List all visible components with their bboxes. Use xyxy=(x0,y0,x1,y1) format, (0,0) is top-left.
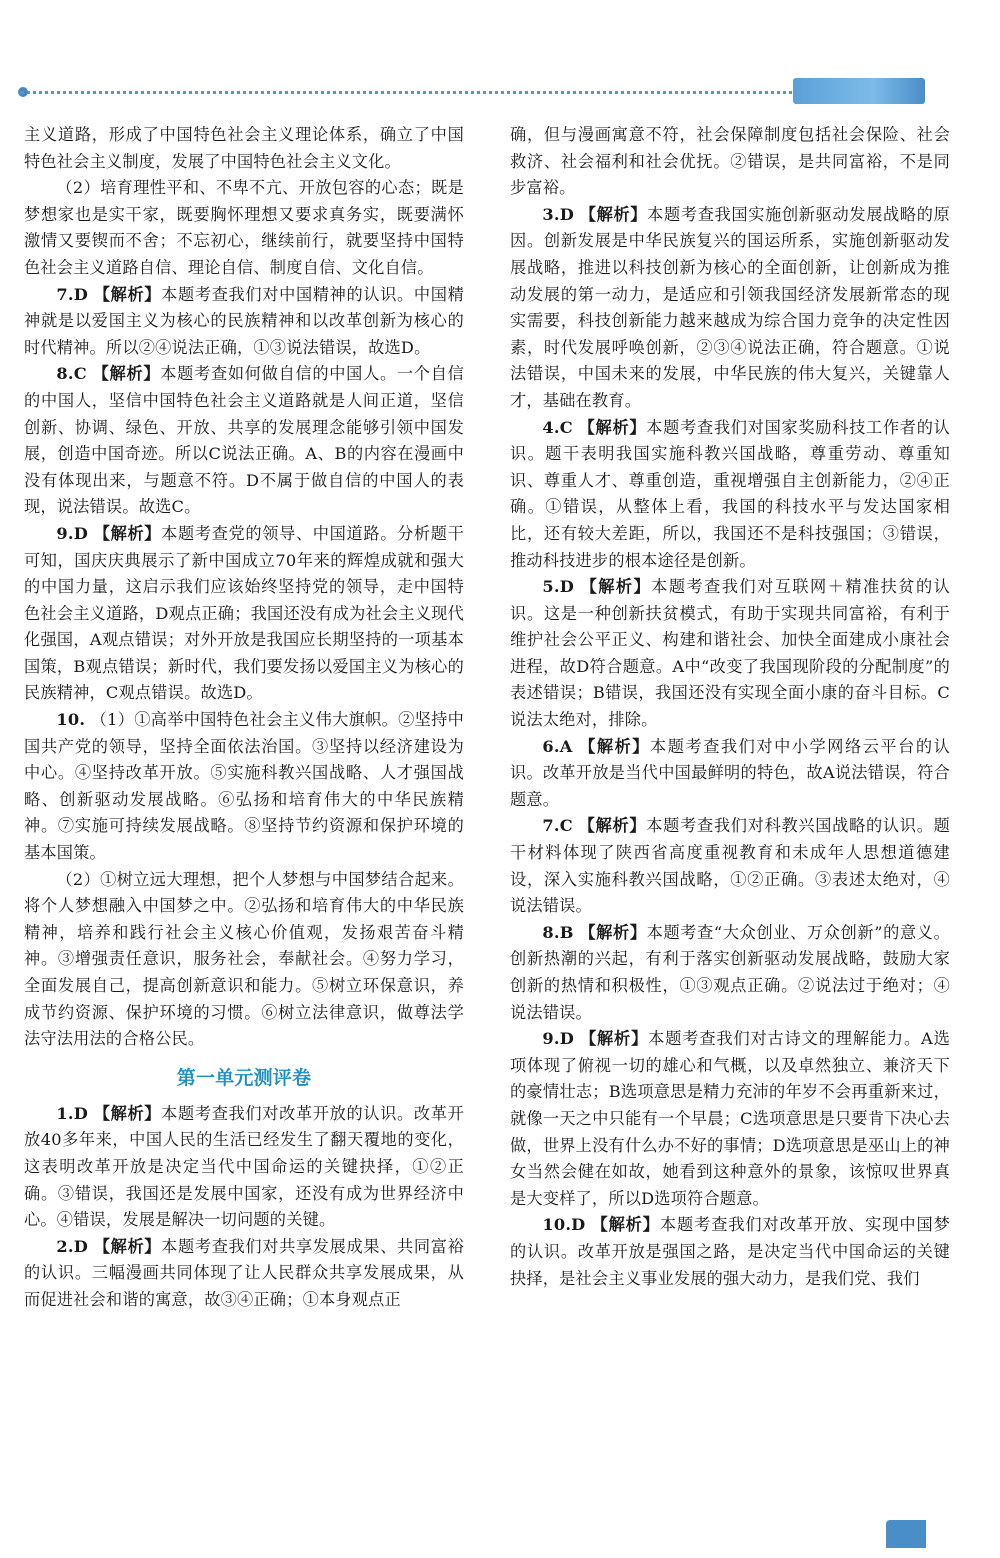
analysis-tag: 【解析】 xyxy=(580,577,652,597)
analysis-tag: 【解析】 xyxy=(579,922,647,942)
question-number: 10. xyxy=(56,710,86,730)
analysis-tag: 【解析】 xyxy=(578,816,647,836)
analysis-tag: 【解析】 xyxy=(93,284,162,304)
question-number: 8.C xyxy=(56,364,87,384)
paragraph-text: 本题考查我们对中小学网络云平台的认识。改革开放是当代中国最鲜明的特色，故A说法错误，符合题意。 xyxy=(510,736,950,809)
analysis-tag: 【解析】 xyxy=(591,1215,660,1235)
answer-paragraph xyxy=(24,361,464,521)
header-dotted-line xyxy=(20,91,800,94)
paragraph-text: 本题考查党的领导、中国道路。分析题干可知，国庆庆典展示了新中国成立70年来的辉煌成就和强大的中国力量，这启示我们应该始终坚持党的领导，走中国特色社会主义道路，D观点正确；我国还没有成为社会主义现代化强国，A观点错误；对外开放是我国应长期坚持的一项基本国策，B观点错误；新时代，我们要发扬以爱国主义为核心的民族精神，C观点错误。故选D。 xyxy=(24,523,464,703)
section-title: 第一单元测评卷 xyxy=(176,1066,312,1089)
question-number: 8.B xyxy=(542,922,574,942)
analysis-tag: 【解析】 xyxy=(578,417,647,437)
paragraph-text: （1）①高举中国特色社会主义伟大旗帜。②坚持中国共产党的领导，坚持全面依法治国。③坚持以经济建设为中心。④坚持改革开放。⑤实施科教兴国战略、人才强国战略、创新驱动发展战略。⑥弘扬和培育伟大的中华民族精神。⑦实施可持续发展战略。⑧坚持节约资源和保护环境的基本国策。 xyxy=(24,710,464,863)
paragraph-text: 主义道路，形成了中国特色社会主义理论体系，确立了中国特色社会主义制度，发展了中国特色社会主义文化。 xyxy=(24,125,464,171)
left-column xyxy=(24,122,464,1314)
answer-paragraph xyxy=(24,1234,464,1314)
paragraph-text: 本题考查我们对共享发展成果、共同富裕的认识。三幅漫画共同体现了让人民群众共享发展成果，从而促进社会和谐的寓意，故③④正确；①本身观点正 xyxy=(24,1236,464,1309)
question-number: 3.D xyxy=(542,204,574,224)
analysis-tag: 【解析】 xyxy=(92,364,161,384)
analysis-tag: 【解析】 xyxy=(579,204,648,224)
answer-paragraph xyxy=(510,574,950,734)
answer-paragraph xyxy=(24,707,464,867)
question-number: 7.C xyxy=(542,816,573,836)
answer-paragraph xyxy=(24,1101,464,1234)
paragraph-text: 确，但与漫画寓意不符，社会保障制度包括社会保险、社会救济、社会福利和社会优抚。②错误，是共同富裕，不是同步富裕。 xyxy=(510,125,950,198)
analysis-tag: 【解析】 xyxy=(93,523,162,543)
answer-paragraph xyxy=(510,1212,950,1292)
paragraph-text: 本题考查我们对中国精神的认识。中国精神就是以爱国主义为核心的民族精神和以改革创新为核心的时代精神。所以②④说法正确，①③说法错误，故选D。 xyxy=(24,284,464,357)
paragraph-text: 本题考查我们对互联网＋精准扶贫的认识。这是一种创新扶贫模式，有助于实现共同富裕，有利于维护社会公平正义、构建和谐社会、加快全面建成小康社会进程，故D符合题意。A中“改变了我国现阶段的分配制度”的表述错误；B错误，我国还没有实现全面小康的奋斗目标。C说法太绝对，排除。 xyxy=(510,577,950,730)
analysis-tag: 【解析】 xyxy=(579,736,651,756)
question-number: 7.D xyxy=(56,284,88,304)
answer-paragraph xyxy=(510,920,950,1026)
paragraph-text: 本题考查如何做自信的中国人。一个自信的中国人，坚信中国特色社会主义道路就是人间正道，坚信创新、协调、绿色、开放、共享的发展理念能够引领中国发展，创造中国奇迹。所以C说法正确。A、B的内容在漫画中没有体现出来，与题意不符。D不属于做自信的中国人的表现，说法错误。故选C。 xyxy=(24,364,464,517)
answer-paragraph xyxy=(510,734,950,814)
question-number: 6.A xyxy=(542,736,573,756)
question-number: 9.D xyxy=(56,523,88,543)
answer-paragraph xyxy=(24,175,464,281)
paragraph-text: 本题考查“大众创业、万众创新”的意义。创新热潮的兴起，有利于落实创新驱动发展战略，鼓励大家创新的热情和积极性，①③观点正确。②说法过于绝对；④说法错误。 xyxy=(510,922,950,1022)
answer-paragraph xyxy=(24,521,464,707)
answer-paragraph xyxy=(24,122,464,175)
paragraph-text: 本题考查我们对科教兴国战略的认识。题干材料体现了陕西省高度重视教育和未成年人思想道德建设，深入实施科教兴国战略，①②正确。③表述太绝对，④说法错误。 xyxy=(510,816,950,916)
paragraph-text: （2）培育理性平和、不卑不亢、开放包容的心态；既是梦想家也是实干家，既要胸怀理想又要求真务实，既要满怀激情又要锲而不舍；不忘初心，继续前行，就要坚持中国特色社会主义道路自信、理论自信、制度自信、文化自信。 xyxy=(24,178,464,277)
analysis-tag: 【解析】 xyxy=(93,1236,162,1256)
question-number: 2.D xyxy=(56,1236,88,1256)
page-header-bar xyxy=(20,78,925,108)
paragraph-text: 本题考查我国实施创新驱动发展战略的原因。创新发展是中华民族复兴的国运所系，实施创新驱动发展战略，推进以科技创新为核心的全面创新，让创新成为推动发展的第一动力，是适应和引领我国经济发展新常态的现实需要，科技创新能力越来越成为综合国力竞争的决定性因素，时代发展呼唤创新，②③④说法正确，符合题意。①说法错误，中国未来的发展，中华民族的伟大复兴，关键靠人才，基础在教育。 xyxy=(510,204,950,410)
answer-paragraph xyxy=(510,415,950,575)
answer-paragraph xyxy=(24,867,464,1053)
question-number: 1.D xyxy=(56,1103,88,1123)
page-number-tab xyxy=(886,1520,926,1548)
analysis-tag: 【解析】 xyxy=(579,1029,649,1049)
answer-paragraph xyxy=(510,122,950,202)
question-number: 10.D xyxy=(542,1215,586,1235)
paragraph-text: 本题考查我们对改革开放、实现中国梦的认识。改革开放是强国之路，是决定当代中国命运的关键抉择，是社会主义事业发展的强大动力，是我们党、我们 xyxy=(510,1215,950,1288)
question-number: 5.D xyxy=(542,577,574,597)
paragraph-text: （2）①树立远大理想，把个人梦想与中国梦结合起来。将个人梦想融入中国梦之中。②弘扬和培育伟大的中华民族精神，培养和践行社会主义核心价值观，发扬艰苦奋斗精神。③增强责任意识，服务社会，奉献社会。④努力学习，全面发展自己，提高创新意识和能力。⑤树立环保意识，养成节约资源、保护环境的习惯。⑥树立法律意识，做尊法学法守法用法的合格公民。 xyxy=(24,869,464,1049)
header-tab xyxy=(793,78,925,104)
answer-paragraph xyxy=(510,813,950,919)
answer-paragraph xyxy=(510,202,950,415)
answer-paragraph xyxy=(24,282,464,362)
analysis-tag: 【解析】 xyxy=(93,1103,162,1123)
right-column xyxy=(510,122,950,1292)
answer-paragraph xyxy=(510,1026,950,1212)
paragraph-text: 本题考查我们对古诗文的理解能力。A选项体现了俯视一切的雄心和气概，以及卓然独立、兼济天下的豪情壮志；B选项意思是精力充沛的年岁不会再重新来过，就像一天之中只能有一个早晨；C选项意思是只要肯下决心去做，世界上没有什么办不好的事情；D选项意思是巫山上的神女当然会健在如故，她看到这种意外的景象，该惊叹世界真是大变样了，所以D选项符合题意。 xyxy=(510,1029,950,1208)
question-number: 4.C xyxy=(542,417,573,437)
paragraph-text: 本题考查我们对国家奖励科技工作者的认识。题干表明我国实施科教兴国战略，尊重劳动、尊重知识、尊重人才、尊重创造，重视增强自主创新能力，②④正确。①错误，从整体上看，我国的科技水平与发达国家相比，还有较大差距，所以，我国还不是科技强国；③错误，推动科技进步的根本途径是创新。 xyxy=(510,417,950,570)
question-number: 9.D xyxy=(542,1029,574,1049)
paragraph-text: 本题考查我们对改革开放的认识。改革开放40多年来，中国人民的生活已经发生了翻天覆地的变化，这表明改革开放是决定当代中国命运的关键抉择，①②正确。③错误，我国还是发展中国家，还没有成为世界经济中心。④错误，发展是解决一切问题的关键。 xyxy=(24,1103,464,1230)
